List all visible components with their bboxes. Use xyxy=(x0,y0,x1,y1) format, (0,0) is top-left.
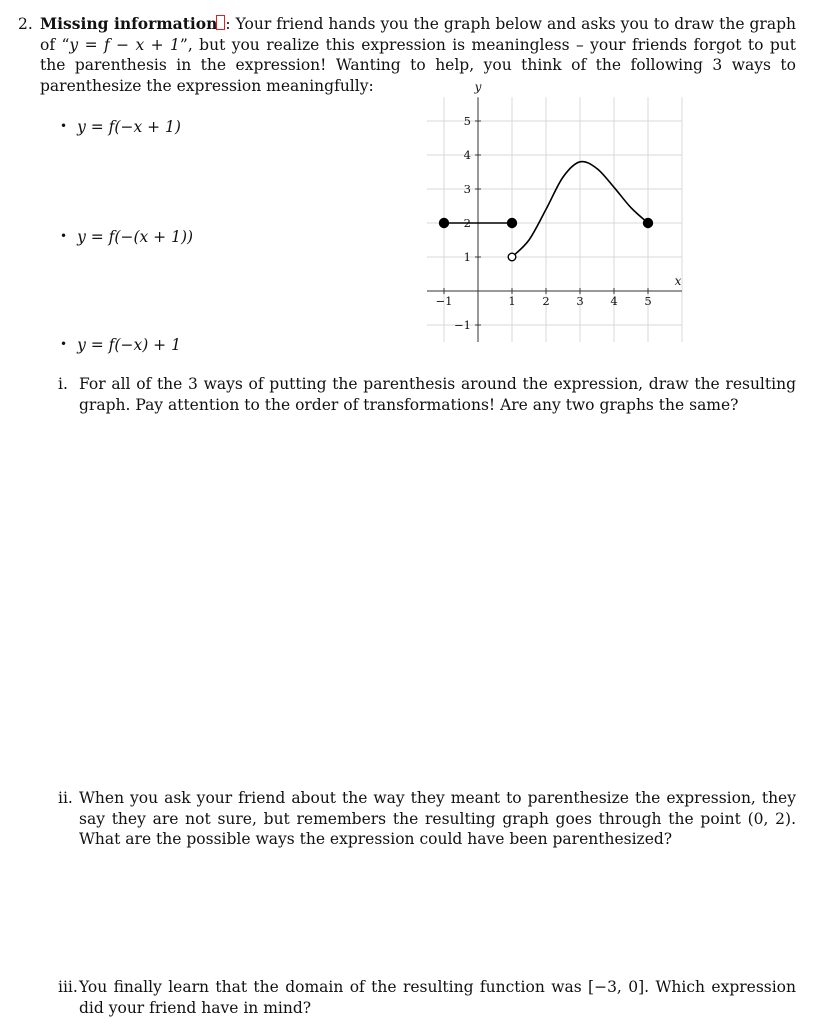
option-2-expression: y = f(−(x + 1)) xyxy=(77,228,194,246)
option-1 xyxy=(60,118,181,136)
problem-body xyxy=(40,14,796,96)
bullet-icon: • xyxy=(60,229,68,243)
subquestion-i xyxy=(58,374,796,415)
y-axis-label: y xyxy=(474,80,482,95)
x-tick-label: 5 xyxy=(644,294,652,308)
problem-number: 2. xyxy=(18,15,33,33)
subquestion-ii xyxy=(58,788,796,850)
intro-part-2: ”, but you realize this expression is meaningless – your friends forgot to put the parenthesis in the expression! Wanting to help, you think of the following 3 ways to parenthesize the expression meaningfully: xyxy=(40,35,797,95)
option-2 xyxy=(60,228,193,246)
y-tick-label: −1 xyxy=(454,318,471,332)
x-tick-label: 4 xyxy=(610,294,618,308)
closed-endpoint xyxy=(440,219,449,228)
subquestion-iii-label: iii. xyxy=(58,978,78,996)
ambiguous-expression: y = f − x + 1 xyxy=(69,35,180,54)
bullet-icon: • xyxy=(60,337,68,351)
x-tick-label: −1 xyxy=(435,294,453,308)
subquestion-iii xyxy=(58,977,796,1018)
subquestion-ii-text: When you ask your friend about the way they meant to parenthesize the expression, they say they are not sure, but remembers the resulting graph goes through the point (0, 2). What are the possible ways the expression could have been parenthesized? xyxy=(79,789,796,848)
x-tick-label: 3 xyxy=(576,294,584,308)
x-tick-label: 2 xyxy=(542,294,550,308)
x-axis-label: x xyxy=(674,274,682,288)
title-colon: : xyxy=(225,15,231,33)
problem-statement xyxy=(18,14,796,96)
function-graph xyxy=(425,80,685,345)
option-1-expression: y = f(−x + 1) xyxy=(77,118,181,136)
y-tick-label: 5 xyxy=(463,114,471,128)
subquestion-i-text: For all of the 3 ways of putting the parenthesis around the expression, draw the resulting graph. Pay attention to the order of transformations! Are any two graphs the same? xyxy=(79,375,796,414)
subquestion-ii-label: ii. xyxy=(58,789,73,807)
intro-part-1: Your friend hands you the graph below and asks you to draw the graph of “ xyxy=(40,15,796,54)
y-tick-label: 2 xyxy=(463,216,471,230)
subquestion-iii-text: You finally learn that the domain of the resulting function was [−3, 0]. Which expression did your friend have in mind? xyxy=(79,978,796,1017)
option-3 xyxy=(60,336,181,354)
y-tick-label: 1 xyxy=(463,250,471,264)
open-endpoint xyxy=(508,253,516,261)
y-tick-label: 3 xyxy=(463,182,471,196)
y-tick-label: 4 xyxy=(463,148,471,162)
x-tick-label: 1 xyxy=(508,294,516,308)
bullet-icon: • xyxy=(60,119,68,133)
closed-endpoint xyxy=(644,219,653,228)
subquestion-i-label: i. xyxy=(58,375,68,393)
option-3-expression: y = f(−x) + 1 xyxy=(77,336,181,354)
closed-endpoint xyxy=(508,219,517,228)
problem-title: Missing information xyxy=(40,14,218,33)
